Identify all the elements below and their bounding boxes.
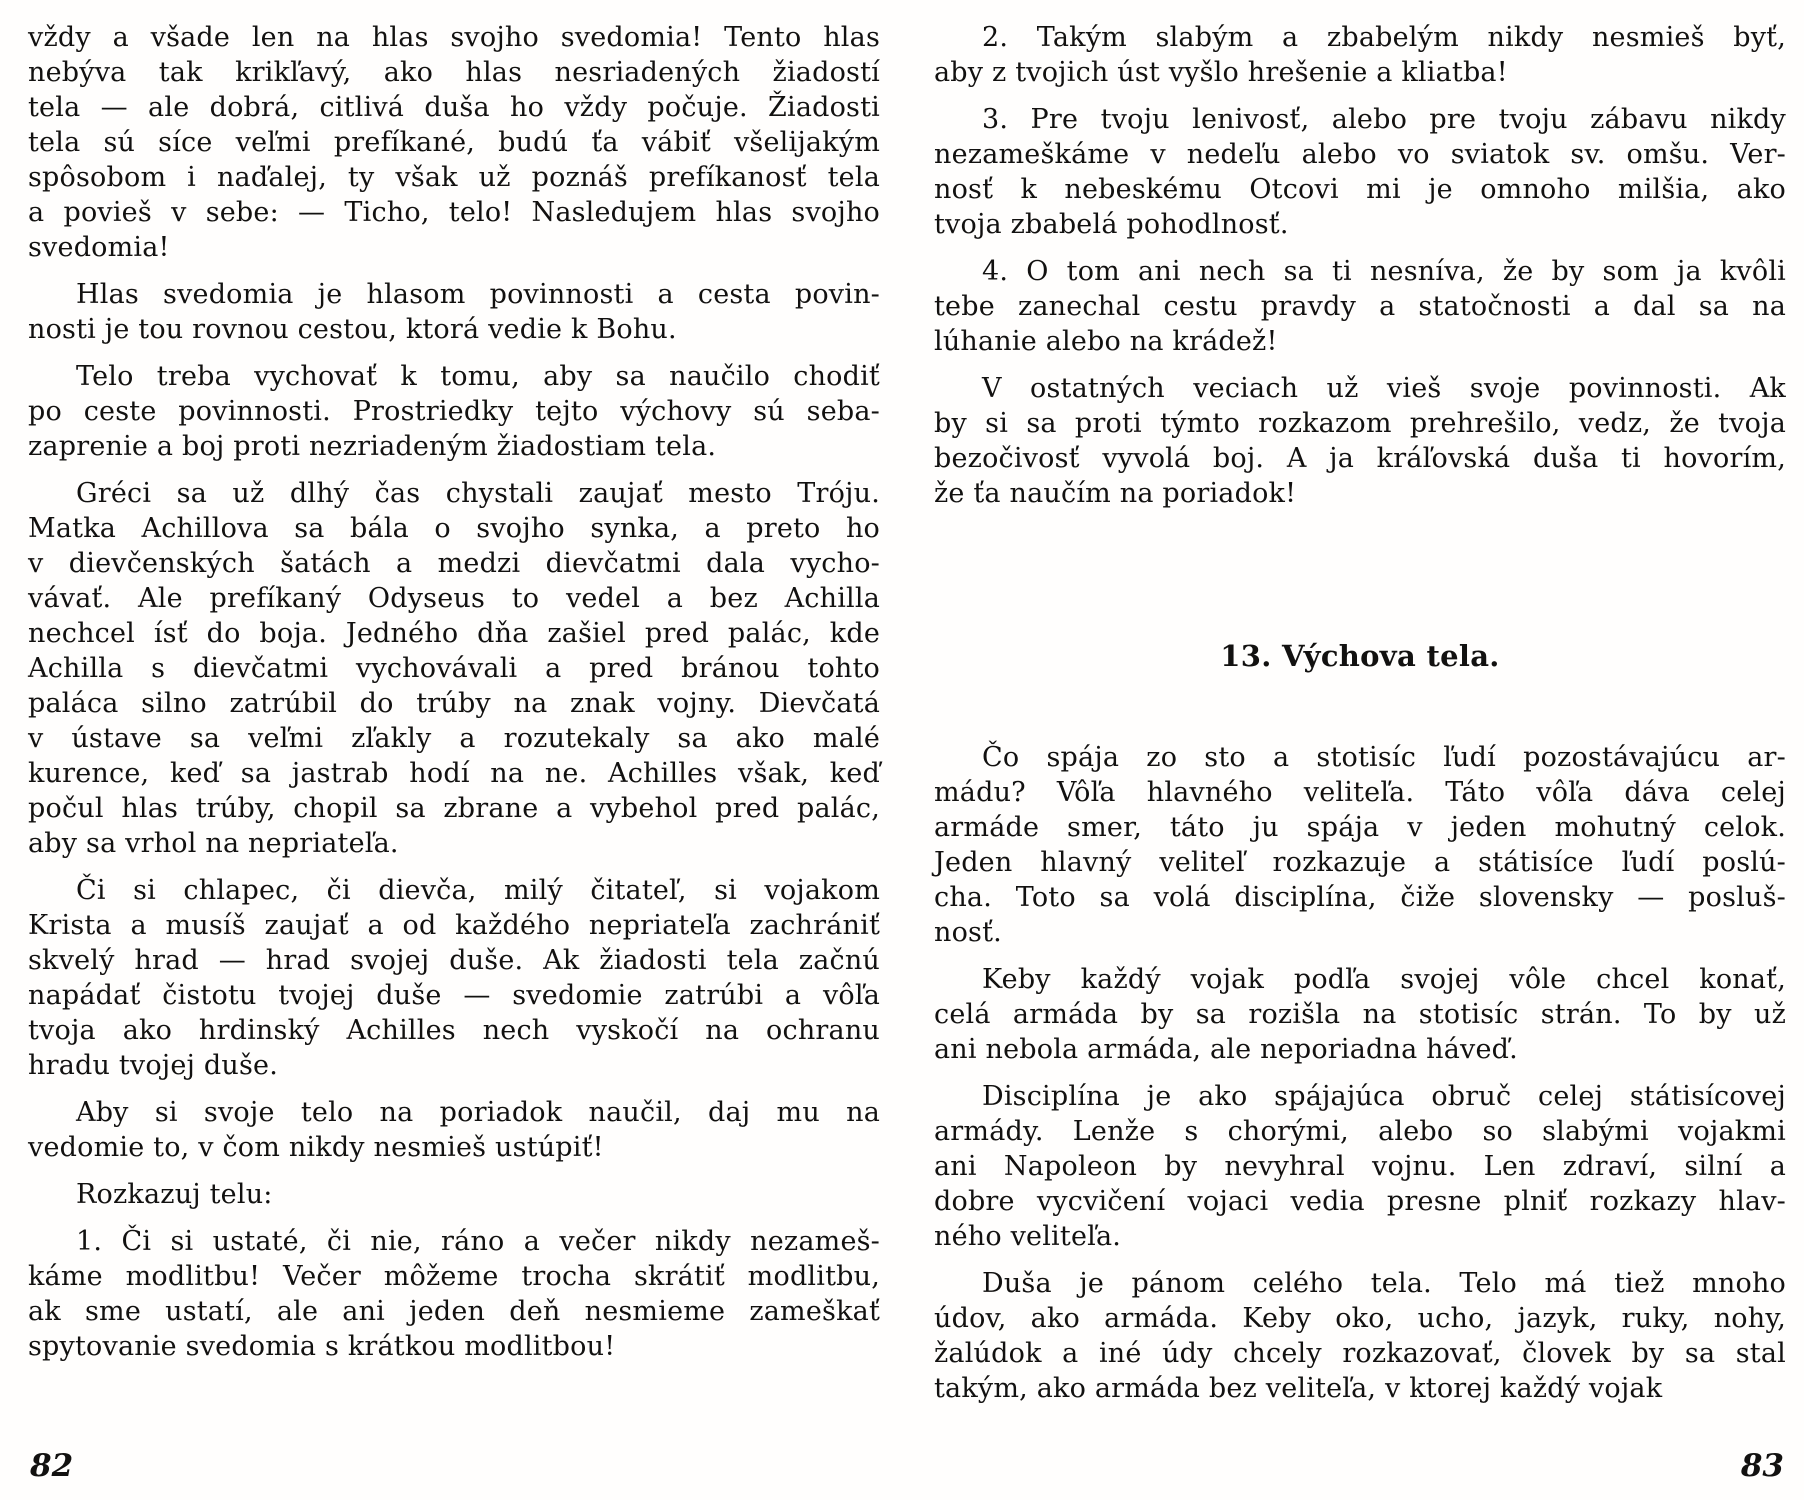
- text-line: Telo treba vychovať k tomu, aby sa naučilo chodiť: [76, 361, 880, 392]
- paragraph: [934, 20, 1786, 90]
- text-line: skvelý hrad — hrad svojej duše. Ak žiadosti tela začnú: [28, 945, 880, 976]
- text-line: 1. Či si ustaté, či nie, ráno a večer nikdy nezameš-: [76, 1226, 880, 1257]
- text-line: Matka Achillova sa bála o svojho synka, a preto ho: [28, 513, 880, 544]
- text-line: cha. Toto sa volá disciplína, čiže slovensky — posluš-: [934, 882, 1786, 913]
- text-line: 2. Takým slabým a zbabelým nikdy nesmieš byť,: [982, 22, 1786, 53]
- text-line: a povieš v sebe: — Ticho, telo! Nasledujem hlas svojho: [28, 197, 880, 228]
- page-number-left: 82: [30, 1448, 74, 1484]
- text-line: Achilla s dievčatmi vychovávali a pred bránou tohto: [28, 653, 880, 684]
- text-line: vždy a všade len na hlas svojho svedomia! Tento hlas: [28, 22, 880, 53]
- paragraph: [28, 359, 880, 464]
- text-line: nosť.: [934, 917, 1002, 948]
- paragraph: [934, 740, 1786, 950]
- text-line: tvoja zbabelá pohodlnosť.: [934, 209, 1289, 240]
- text-line: paláca silno zatrúbil do trúby na znak vojny. Dievčatá: [28, 688, 880, 719]
- paragraph: [28, 873, 880, 1083]
- text-line: celá armáda by sa rozišla na stotisíc strán. To by už: [934, 999, 1786, 1030]
- text-line: počul hlas trúby, chopil sa zbrane a vybehol pred palác,: [28, 793, 880, 824]
- text-line: vedomie to, v čom nikdy nesmieš ustúpiť!: [28, 1132, 604, 1163]
- paragraph: [28, 1224, 880, 1364]
- text-line: v ústave sa veľmi zľakly a rozutekaly sa ako malé: [28, 723, 880, 754]
- text-line: 4. O tom ani nech sa ti nesníva, že by som ja kvôli: [982, 256, 1786, 287]
- paragraph: [934, 1079, 1786, 1254]
- text-line: nechcel ísť do boja. Jedného dňa zašiel pred palác, kde: [28, 618, 880, 649]
- text-line: bezočivosť vyvolá boj. A ja kráľovská duša ti hovorím,: [934, 443, 1786, 474]
- paragraph: [28, 1095, 880, 1165]
- text-line: aby sa vrhol na nepriateľa.: [28, 828, 399, 859]
- text-line: Čo spája zo sto a stotisíc ľudí pozostávajúcu ar-: [982, 742, 1786, 773]
- text-line: spytovanie svedomia s krátkou modlitbou!: [28, 1331, 616, 1362]
- page-left: [28, 20, 880, 1500]
- paragraph: [934, 371, 1786, 511]
- text-line: vávať. Ale prefíkaný Odyseus to vedel a bez Achilla: [28, 583, 880, 614]
- paragraph: [28, 20, 880, 265]
- text-line: Disciplína je ako spájajúca obruč celej státisícovej: [982, 1081, 1786, 1112]
- text-line: Krista a musíš zaujať a od každého nepriateľa zachrániť: [28, 910, 880, 941]
- text-line: Aby si svoje telo na poriadok naučil, daj mu na: [76, 1097, 880, 1128]
- text-line: napádať čistotu tvojej duše — svedomie zatrúbi a vôľa: [28, 980, 880, 1011]
- page-right-content: [934, 20, 1786, 1406]
- page-left-content: [28, 20, 880, 1364]
- paragraph: [934, 254, 1786, 359]
- text-line: takým, ako armáda bez veliteľa, v ktorej každý vojak: [934, 1373, 1663, 1404]
- section-heading: 13. Výchova tela.: [1220, 639, 1500, 673]
- text-line: kurence, keď sa jastrab hodí na ne. Achilles však, keď: [28, 758, 880, 789]
- text-line: Rozkazuj telu:: [76, 1179, 273, 1210]
- text-line: že ťa naučím na poriadok!: [934, 478, 1297, 509]
- paragraph: [28, 277, 880, 347]
- text-line: armáde smer, táto ju spája v jeden mohutný celok.: [934, 812, 1786, 843]
- text-line: spôsobom i naďalej, ty však už poznáš prefíkanosť tela: [28, 162, 880, 193]
- text-line: nosť k nebeskému Otcovi mi je omnoho milšia, ako: [934, 174, 1786, 205]
- text-line: v dievčenských šatách a medzi dievčatmi dala vycho-: [28, 548, 880, 579]
- page-right: [934, 20, 1786, 1500]
- text-line: Hlas svedomia je hlasom povinnosti a cesta povin-: [76, 279, 880, 310]
- text-line: aby z tvojich úst vyšlo hrešenie a kliatba!: [934, 57, 1508, 88]
- page-number-right: 83: [1740, 1448, 1784, 1484]
- text-line: Duša je pánom celého tela. Telo má tiež mnoho: [982, 1268, 1786, 1299]
- text-line: ného veliteľa.: [934, 1221, 1122, 1252]
- paragraph: [934, 102, 1786, 242]
- text-line: tela sú síce veľmi prefíkané, budú ťa vábiť všelijakým: [28, 127, 880, 158]
- text-line: nezameškáme v nedeľu alebo vo sviatok sv. omšu. Ver-: [934, 139, 1786, 170]
- text-line: káme modlitbu! Večer môžeme trocha skrátiť modlitbu,: [28, 1261, 880, 1292]
- text-line: by si sa proti týmto rozkazom prehrešilo, vedz, že tvoja: [934, 408, 1786, 439]
- text-line: hradu tvojej duše.: [28, 1050, 279, 1081]
- text-line: nebýva tak krikľavý, ako hlas nesriadených žiadostí: [28, 57, 880, 88]
- paragraph: [28, 1177, 880, 1212]
- text-line: Keby každý vojak podľa svojej vôle chcel konať,: [982, 964, 1786, 995]
- text-line: údov, ako armáda. Keby oko, ucho, jazyk, ruky, nohy,: [934, 1303, 1786, 1334]
- text-line: zaprenie a boj proti nezriadeným žiadostiam tela.: [28, 431, 717, 462]
- text-line: tvoja ako hrdinský Achilles nech vyskočí na ochranu: [28, 1015, 880, 1046]
- text-line: dobre vycvičení vojaci vedia presne plniť rozkazy hlav-: [934, 1186, 1786, 1217]
- text-line: lúhanie alebo na krádež!: [934, 326, 1278, 357]
- text-line: armády. Lenže s chorými, alebo so slabými vojakmi: [934, 1116, 1786, 1147]
- text-line: Jeden hlavný veliteľ rozkazuje a státisíce ľudí poslú-: [934, 847, 1786, 878]
- text-line: ani Napoleon by nevyhral vojnu. Len zdraví, silní a: [934, 1151, 1786, 1182]
- text-line: Gréci sa už dlhý čas chystali zaujať mesto Tróju.: [76, 478, 880, 509]
- text-line: žalúdok a iné údy chcely rozkazovať, človek by sa stal: [934, 1338, 1786, 1369]
- text-line: V ostatných veciach už vieš svoje povinnosti. Ak: [982, 373, 1786, 404]
- paragraph: [934, 1266, 1786, 1406]
- text-line: ani nebola armáda, ale neporiadna háveď.: [934, 1034, 1518, 1065]
- text-line: ak sme ustatí, ale ani jeden deň nesmieme zameškať: [28, 1296, 880, 1327]
- text-line: Či si chlapec, či dievča, milý čitateľ, si vojakom: [76, 875, 880, 906]
- text-line: po ceste povinnosti. Prostriedky tejto výchovy sú seba-: [28, 396, 880, 427]
- text-line: nosti je tou rovnou cestou, ktorá vedie k Bohu.: [28, 314, 677, 345]
- text-line: tebe zanechal cestu pravdy a statočnosti a dal sa na: [934, 291, 1786, 322]
- text-line: 3. Pre tvoju lenivosť, alebo pre tvoju zábavu nikdy: [982, 104, 1786, 135]
- paragraph: [934, 962, 1786, 1067]
- paragraph: [28, 476, 880, 861]
- text-line: mádu? Vôľa hlavného veliteľa. Táto vôľa dáva celej: [934, 777, 1786, 808]
- text-line: tela — ale dobrá, citlivá duša ho vždy počuje. Žiadosti: [28, 92, 880, 123]
- text-line: svedomia!: [28, 232, 170, 263]
